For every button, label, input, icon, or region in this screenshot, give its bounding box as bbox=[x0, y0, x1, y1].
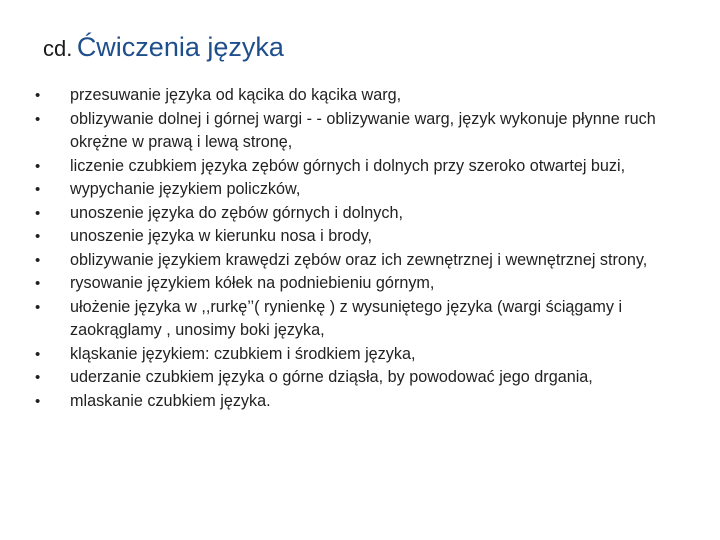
list-item bbox=[0, 225, 720, 249]
bullet-icon: • bbox=[35, 228, 41, 245]
list-item bbox=[0, 390, 720, 414]
list-item-text: oblizywanie dolnej i górnej wargi - - oblizywanie warg, język wykonuje płynne ruch okrężne w prawą i lewą stronę, bbox=[70, 109, 656, 151]
bullet-icon: • bbox=[35, 157, 41, 175]
bullet-icon: • bbox=[35, 275, 41, 292]
exercise-list bbox=[0, 84, 720, 413]
list-item bbox=[0, 108, 720, 155]
list-item bbox=[0, 366, 720, 390]
list-item bbox=[0, 296, 720, 343]
title-prefix: cd. bbox=[43, 36, 73, 61]
list-item bbox=[0, 155, 720, 179]
list-item-text: uderzanie czubkiem języka o górne dziąsła, by powodować jego drgania, bbox=[70, 368, 593, 386]
list-item bbox=[0, 178, 720, 202]
bullet-icon: • bbox=[35, 392, 41, 410]
list-item-text: mlaskanie czubkiem języka. bbox=[70, 391, 271, 410]
list-item bbox=[0, 343, 720, 367]
list-item bbox=[0, 84, 720, 108]
list-item-text: przesuwanie języka od kącika do kącika warg, bbox=[70, 86, 402, 104]
list-item-text: unoszenie języka do zębów górnych i dolnych, bbox=[70, 203, 403, 222]
bullet-icon: • bbox=[35, 369, 41, 386]
list-item-text: kląskanie językiem: czubkiem i środkiem języka, bbox=[70, 344, 416, 363]
bullet-icon: • bbox=[35, 298, 41, 316]
bullet-icon: • bbox=[35, 204, 41, 222]
list-item-text: rysowanie językiem kółek na podniebieniu górnym, bbox=[70, 274, 435, 292]
list-item bbox=[0, 249, 720, 273]
bullet-icon: • bbox=[35, 87, 41, 104]
bullet-icon: • bbox=[35, 181, 41, 198]
list-item-text: liczenie czubkiem języka zębów górnych i dolnych przy szeroko otwartej buzi, bbox=[70, 156, 626, 175]
bullet-icon: • bbox=[35, 110, 41, 128]
list-item-text: unoszenie języka w kierunku nosa i brody, bbox=[70, 227, 373, 245]
list-item-text: oblizywanie językiem krawędzi zębów oraz ich zewnętrznej i wewnętrznej strony, bbox=[70, 250, 648, 269]
list-item bbox=[0, 272, 720, 296]
title-main: Ćwiczenia języka bbox=[76, 32, 284, 62]
list-item bbox=[0, 202, 720, 226]
list-item-text: ułożenie języka w ,,rurkę’’( rynienkę ) z wysuniętego języka (wargi ściągamy i zaokrąglamy , unosimy boki języka, bbox=[70, 297, 623, 339]
bullet-icon: • bbox=[35, 345, 41, 363]
list-item-text: wypychanie językiem policzków, bbox=[70, 180, 301, 198]
slide-title bbox=[43, 28, 284, 71]
bullet-icon: • bbox=[35, 251, 41, 269]
